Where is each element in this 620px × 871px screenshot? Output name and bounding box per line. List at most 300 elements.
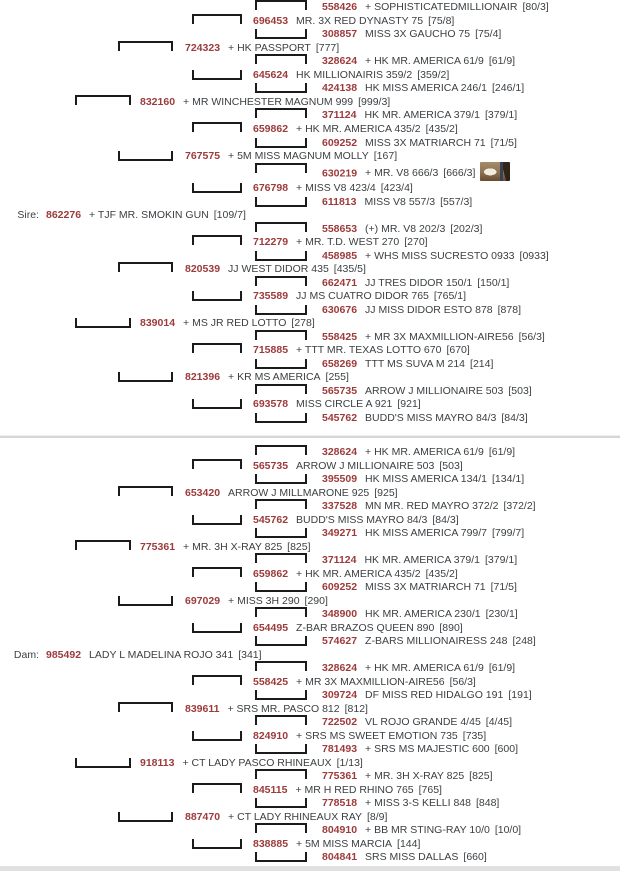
- herd-number: [109/7]: [213, 209, 246, 221]
- pedigree-row: [322, 473, 524, 485]
- pedigree-connector-bracket: [255, 769, 307, 779]
- animal-name: + CT LADY RHINEAUX RAY: [228, 810, 362, 823]
- registration-number-link[interactable]: 545762: [253, 513, 289, 526]
- pedigree-connector-bracket: [118, 262, 173, 272]
- herd-number: [379/1]: [485, 554, 518, 566]
- registration-number-link[interactable]: 887470: [185, 810, 221, 823]
- registration-number-link[interactable]: 862276: [46, 209, 82, 221]
- pedigree-row: [185, 371, 349, 383]
- animal-name: + CT LADY PASCO RHINEAUX: [182, 756, 332, 769]
- registration-number-link[interactable]: 308857: [322, 28, 358, 41]
- pedigree-connector-bracket: [118, 486, 173, 496]
- pedigree-row: [253, 290, 466, 302]
- herd-number: [359/2]: [417, 68, 450, 81]
- registration-number-link[interactable]: 558425: [322, 330, 358, 343]
- pedigree-connector-bracket: [255, 29, 307, 39]
- herd-number: [765]: [418, 783, 442, 796]
- pedigree-row: [322, 277, 509, 289]
- animal-name: + MR. V8 666/3: [365, 166, 439, 179]
- registration-number-link[interactable]: 565735: [253, 459, 289, 472]
- animal-name: MR. 3X RED DYNASTY 75: [296, 14, 424, 27]
- animal-name: ARROW J MILLIONAIRE 503: [365, 384, 504, 397]
- pedigree-connector-bracket: [75, 318, 131, 328]
- herd-number: [878]: [497, 303, 521, 316]
- herd-number: [278]: [291, 317, 315, 329]
- registration-number-link[interactable]: 371124: [322, 554, 357, 566]
- pedigree-row: [17, 209, 246, 221]
- animal-name: + BB MR STING-RAY 10/0: [365, 824, 490, 836]
- herd-number: [423/4]: [380, 182, 413, 194]
- pedigree-row: [253, 730, 486, 742]
- pedigree-row: [253, 69, 449, 81]
- herd-number: [435/2]: [425, 122, 458, 135]
- herd-number: [80/3]: [522, 1, 549, 13]
- herd-number: [214]: [470, 357, 494, 370]
- herd-number: [799/7]: [492, 527, 525, 539]
- animal-name: + SRS MS SWEET EMOTION 735: [296, 729, 458, 742]
- animal-name: JJ MISS DIDOR ESTO 878: [365, 303, 493, 316]
- pedigree-connector-bracket: [255, 83, 307, 93]
- pedigree-row: [322, 635, 536, 647]
- animal-name: + SOPHISTICATEDMILLIONAIR: [365, 1, 518, 13]
- pedigree-connector-bracket: [255, 413, 307, 423]
- pedigree-connector-bracket: [255, 384, 307, 394]
- registration-number-link[interactable]: 767575: [185, 150, 221, 163]
- animal-name: VL ROJO GRANDE 4/45: [365, 716, 481, 728]
- pedigree-row: [322, 196, 472, 208]
- animal-name: HK MR. AMERICA 379/1: [364, 109, 481, 122]
- pedigree-row: [253, 568, 458, 580]
- herd-number: [812]: [344, 702, 368, 715]
- registration-number-link[interactable]: 558426: [322, 1, 358, 13]
- pedigree-connector-bracket: [192, 623, 242, 633]
- animal-name: + MR. 3H X-RAY 825: [183, 540, 283, 553]
- registration-number-link[interactable]: 712279: [253, 236, 289, 248]
- herd-number: [777]: [315, 41, 340, 54]
- pedigree-connector-bracket: [255, 607, 307, 617]
- pedigree-connector-bracket: [255, 582, 307, 592]
- herd-number: [999/3]: [358, 95, 391, 108]
- animal-name: + SRS MR. PASCO 812: [227, 702, 340, 715]
- registration-number-link[interactable]: 574627: [322, 635, 358, 647]
- herd-number: [61/9]: [488, 662, 516, 674]
- pedigree-connector-bracket: [255, 330, 307, 340]
- pedigree-connector-bracket: [255, 690, 307, 700]
- herd-number: [8/9]: [366, 810, 388, 823]
- animal-name: + HK MR. AMERICA 61/9: [365, 55, 484, 68]
- registration-number-link[interactable]: 832160: [140, 95, 176, 108]
- pedigree-connector-bracket: [255, 553, 307, 563]
- registration-number-link[interactable]: 820539: [185, 263, 221, 275]
- registration-number-link[interactable]: 630219: [322, 166, 358, 179]
- pedigree-connector-bracket: [255, 661, 307, 671]
- pedigree-row: [253, 514, 459, 526]
- pedigree-row: [322, 55, 515, 67]
- registration-number-link[interactable]: 309724: [322, 689, 358, 701]
- registration-number-link[interactable]: 659862: [253, 122, 289, 135]
- pedigree-row: [185, 595, 328, 607]
- registration-number-link[interactable]: 348900: [322, 608, 358, 620]
- animal-name: + WHS MISS SUCRESTO 0933: [365, 249, 515, 262]
- animal-name: SRS MISS DALLAS: [365, 851, 459, 863]
- registration-number-link[interactable]: 653420: [185, 486, 221, 499]
- animal-name: MISS V8 557/3: [364, 195, 436, 208]
- registration-number-link[interactable]: 349271: [322, 527, 358, 539]
- herd-number: [765/1]: [433, 290, 466, 302]
- registration-number-link[interactable]: 696453: [253, 14, 289, 27]
- pedigree-row: [185, 811, 387, 823]
- pedigree-row: [322, 331, 545, 343]
- pedigree-row: [253, 622, 463, 634]
- animal-name: HK MISS AMERICA 134/1: [365, 473, 488, 485]
- pedigree-row: [253, 123, 458, 135]
- cattle-photo-thumbnail[interactable]: [480, 162, 510, 181]
- pedigree-row: [253, 236, 428, 248]
- pedigree-row: [185, 42, 339, 54]
- herd-number: [246/1]: [492, 82, 525, 95]
- herd-number: [379/1]: [485, 109, 518, 122]
- registration-number-link[interactable]: 918113: [140, 756, 175, 769]
- pedigree-connector-bracket: [255, 499, 307, 509]
- pedigree-row: [253, 182, 413, 194]
- herd-number: [341]: [238, 648, 262, 661]
- registration-number-link[interactable]: 985492: [46, 648, 82, 661]
- animal-name: + MR 3X MAXMILLION-AIRE56: [296, 675, 445, 688]
- registration-number-link[interactable]: 565735: [322, 384, 358, 397]
- pedigree-connector-bracket: [255, 474, 307, 484]
- registration-number-link[interactable]: 722502: [322, 716, 358, 728]
- herd-number: [134/1]: [492, 473, 525, 485]
- registration-number-link[interactable]: 371124: [322, 109, 357, 122]
- herd-number: [10/0]: [494, 824, 522, 836]
- animal-name: + HK MR. AMERICA 61/9: [365, 446, 484, 458]
- animal-name: HK MR. AMERICA 379/1: [364, 554, 481, 566]
- pedigree-connector-bracket: [192, 567, 242, 577]
- pedigree-row: [253, 398, 421, 410]
- pedigree-row: [322, 250, 549, 262]
- registration-number-link[interactable]: 609252: [322, 136, 358, 149]
- registration-number-link[interactable]: 337528: [322, 500, 358, 512]
- animal-name: MISS 3X MATRIARCH 71: [365, 581, 486, 593]
- animal-name: + HK MR. AMERICA 435/2: [296, 567, 421, 580]
- animal-name: ARROW J MILLIONAIRE 503: [296, 459, 435, 472]
- registration-number-link[interactable]: 693578: [253, 398, 289, 410]
- pedigree-connector-bracket: [118, 812, 173, 822]
- animal-name: JJ TRES DIDOR 150/1: [365, 276, 473, 289]
- registration-number-link[interactable]: 778518: [322, 797, 358, 809]
- pedigree-connector-bracket: [118, 702, 173, 712]
- pedigree-connector-bracket: [118, 596, 173, 606]
- herd-number: [71/5]: [490, 136, 517, 149]
- pedigree-row: [322, 527, 524, 539]
- animal-name: + HK PASSPORT: [228, 41, 311, 54]
- pedigree-row: [322, 851, 487, 863]
- pedigree-row: [140, 96, 390, 108]
- animal-name: + KR MS AMERICA: [228, 371, 321, 383]
- animal-name: HK MISS AMERICA 799/7: [365, 527, 488, 539]
- herd-number: [84/3]: [432, 513, 459, 526]
- herd-number: [61/9]: [488, 446, 516, 458]
- pedigree-connector-bracket: [192, 515, 242, 525]
- animal-name: JJ MS CUATRO DIDOR 765: [296, 290, 429, 302]
- registration-number-link[interactable]: 839014: [140, 317, 176, 329]
- registration-number-link[interactable]: 611813: [322, 195, 357, 208]
- herd-number: [825]: [469, 770, 493, 782]
- animal-name: + HK MR. AMERICA 435/2: [296, 122, 421, 135]
- herd-number: [825]: [287, 540, 311, 553]
- sire-label: Sire:: [17, 209, 39, 221]
- herd-number: [557/3]: [440, 195, 473, 208]
- registration-number-link[interactable]: 545762: [322, 411, 358, 424]
- animal-name: + MS JR RED LOTTO: [183, 317, 287, 329]
- herd-number: [4/45]: [485, 716, 513, 728]
- herd-number: [290]: [304, 594, 328, 607]
- registration-number-link[interactable]: 328624: [322, 662, 358, 674]
- herd-number: [372/2]: [503, 500, 536, 512]
- animal-name: BUDD'S MISS MAYRO 84/3: [296, 513, 428, 526]
- herd-number: [84/3]: [501, 411, 528, 424]
- pedigree-connector-bracket: [192, 459, 242, 469]
- pedigree-row: [322, 109, 517, 121]
- animal-name: + SRS MS MAJESTIC 600: [365, 743, 490, 755]
- animal-name: + MISS V8 423/4: [296, 182, 376, 194]
- pedigree-connector-bracket: [192, 122, 242, 132]
- pedigree-row: [322, 358, 493, 370]
- animal-name: DF MISS RED HIDALGO 191: [365, 689, 504, 701]
- herd-number: [230/1]: [485, 608, 518, 620]
- registration-number-link[interactable]: 838885: [253, 837, 289, 850]
- registration-number-link[interactable]: 775361: [322, 770, 358, 782]
- registration-number-link[interactable]: 781493: [322, 743, 358, 755]
- pedigree-connector-bracket: [255, 359, 307, 369]
- pedigree-connector-bracket: [255, 744, 307, 754]
- registration-number-link[interactable]: 424138: [322, 82, 358, 95]
- pedigree-row: [322, 164, 510, 179]
- pedigree-row: [13, 648, 262, 661]
- herd-number: [503]: [439, 459, 463, 472]
- registration-number-link[interactable]: 804841: [322, 851, 358, 863]
- registration-number-link[interactable]: 395509: [322, 473, 358, 485]
- herd-number: [270]: [404, 236, 428, 248]
- pedigree-connector-bracket: [75, 95, 131, 105]
- bottom-edge-strip: [0, 866, 620, 871]
- pedigree-row: [253, 676, 476, 688]
- herd-number: [435/5]: [333, 263, 366, 275]
- pedigree-row: [322, 689, 532, 701]
- pedigree-row: [253, 838, 420, 850]
- pedigree-connector-bracket: [255, 138, 307, 148]
- pedigree-connector-bracket: [255, 54, 307, 64]
- animal-name: HK MILLIONAIRIS 359/2: [296, 68, 413, 81]
- pedigree-connector-bracket: [192, 183, 242, 193]
- animal-name: JJ WEST DIDOR 435: [228, 263, 329, 275]
- animal-name: Z-BARS MILLIONAIRESS 248: [365, 635, 508, 647]
- herd-number: [75/8]: [428, 14, 455, 27]
- herd-number: [61/9]: [488, 55, 516, 68]
- animal-name: + HK MR. AMERICA 61/9: [365, 662, 484, 674]
- animal-name: + 5M MISS MARCIA: [296, 837, 393, 850]
- herd-number: [503]: [508, 384, 532, 397]
- registration-number-link[interactable]: 662471: [322, 276, 358, 289]
- animal-name: + TTT MR. TEXAS LOTTO 670: [296, 344, 442, 356]
- pedigree-connector-bracket: [192, 399, 242, 409]
- registration-number-link[interactable]: 824910: [253, 729, 289, 742]
- animal-name: MN MR. RED MAYRO 372/2: [365, 500, 499, 512]
- pedigree-connector-bracket: [75, 758, 131, 768]
- registration-number-link[interactable]: 558425: [253, 675, 289, 688]
- pedigree-connector-bracket: [192, 783, 242, 793]
- registration-number-link[interactable]: 697029: [185, 594, 221, 607]
- registration-number-link[interactable]: 715885: [253, 344, 289, 356]
- herd-number: [0933]: [519, 249, 549, 262]
- herd-number: [921]: [397, 398, 421, 410]
- pedigree-connector-bracket: [255, 798, 307, 808]
- pedigree-row: [322, 743, 518, 755]
- pedigree-connector-bracket: [118, 151, 173, 161]
- pedigree-connector-bracket: [255, 445, 307, 455]
- pedigree-connector-bracket: [255, 305, 307, 315]
- pedigree-connector-bracket: [255, 715, 307, 725]
- pedigree-row: [322, 554, 517, 566]
- pedigree-row: [322, 28, 501, 40]
- pedigree-connector-bracket: [255, 222, 307, 232]
- animal-name: + TJF MR. SMOKIN GUN: [89, 209, 209, 221]
- herd-number: [600]: [494, 743, 518, 755]
- pedigree-row: [185, 150, 397, 162]
- animal-name: BUDD'S MISS MAYRO 84/3: [365, 411, 497, 424]
- pedigree-row: [322, 304, 521, 316]
- animal-name: ARROW J MILLMARONE 925: [228, 486, 370, 499]
- pedigree-row: [185, 487, 398, 499]
- animal-name: + MISS 3H 290: [228, 594, 300, 607]
- pedigree-row: [253, 15, 454, 27]
- animal-name: (+) MR. V8 202/3: [365, 222, 446, 235]
- pedigree-connector-bracket: [192, 291, 242, 301]
- animal-name: TTT MS SUVA M 214: [365, 357, 466, 370]
- pedigree-row: [322, 824, 521, 836]
- registration-number-link[interactable]: 458985: [322, 249, 358, 262]
- herd-number: [435/2]: [425, 567, 458, 580]
- pedigree-row: [322, 770, 493, 782]
- herd-number: [150/1]: [477, 276, 510, 289]
- pedigree-connector-bracket: [75, 540, 131, 550]
- pedigree-row: [185, 263, 366, 275]
- pedigree-connector-bracket: [255, 276, 307, 286]
- herd-number: [202/3]: [450, 222, 483, 235]
- registration-number-link[interactable]: 775361: [140, 540, 176, 553]
- herd-number: [191]: [508, 689, 532, 701]
- registration-number-link[interactable]: 659862: [253, 567, 289, 580]
- pedigree-row: [322, 137, 517, 149]
- pedigree-connector-bracket: [255, 0, 307, 10]
- pedigree-connector-bracket: [255, 197, 307, 207]
- pedigree-row: [253, 784, 442, 796]
- pedigree-row: [253, 344, 470, 356]
- pedigree-row: [253, 460, 463, 472]
- herd-number: [735]: [462, 729, 487, 742]
- herd-number: [75/4]: [475, 28, 502, 41]
- registration-number-link[interactable]: 845115: [253, 783, 288, 796]
- herd-number: [71/5]: [490, 581, 517, 593]
- animal-name: Z-BAR BRAZOS QUEEN 890: [296, 621, 435, 634]
- registration-number-link[interactable]: 804910: [322, 824, 358, 836]
- herd-number: [890]: [439, 621, 463, 634]
- herd-number: [56/3]: [449, 675, 476, 688]
- registration-number-link[interactable]: 630676: [322, 303, 358, 316]
- registration-number-link[interactable]: 735589: [253, 290, 289, 302]
- animal-name: MISS 3X MATRIARCH 71: [365, 136, 486, 149]
- animal-name: + MISS 3-S KELLI 848: [365, 797, 471, 809]
- pedigree-row: [140, 757, 363, 769]
- herd-number: [255]: [325, 371, 349, 383]
- registration-number-link[interactable]: 654495: [253, 621, 289, 634]
- registration-number-link[interactable]: 645624: [253, 68, 289, 81]
- pedigree-row: [185, 703, 368, 715]
- dam-label: Dam:: [13, 648, 39, 661]
- registration-number-link[interactable]: 328624: [322, 55, 358, 68]
- animal-name: HK MISS AMERICA 246/1: [365, 82, 488, 95]
- registration-number-link[interactable]: 558653: [322, 222, 358, 235]
- pedigree-connector-bracket: [118, 41, 173, 51]
- pedigree-connector-bracket: [192, 14, 242, 24]
- pedigree-row: [322, 662, 515, 674]
- registration-number-link[interactable]: 839611: [185, 702, 220, 715]
- animal-name: + MR 3X MAXMILLION-AIRE56: [365, 330, 514, 343]
- herd-number: [167]: [373, 150, 398, 163]
- herd-number: [248]: [512, 635, 536, 647]
- pedigree-row: [322, 385, 532, 397]
- animal-name: + MR H RED RHINO 765: [295, 783, 414, 796]
- pedigree-connector-bracket: [192, 70, 242, 80]
- animal-name: + MR WINCHESTER MAGNUM 999: [183, 95, 354, 108]
- pedigree-row: [322, 797, 499, 809]
- pedigree-connector-bracket: [255, 636, 307, 646]
- animal-name: MISS 3X GAUCHO 75: [365, 28, 471, 41]
- pedigree-connector-bracket: [255, 852, 307, 862]
- section-divider: [0, 436, 620, 438]
- pedigree-connector-bracket: [192, 343, 242, 353]
- pedigree-row: [322, 716, 512, 728]
- pedigree-connector-bracket: [192, 675, 242, 685]
- pedigree-connector-bracket: [255, 163, 307, 173]
- herd-number: [660]: [463, 851, 487, 863]
- herd-number: [56/3]: [518, 330, 545, 343]
- pedigree-row: [322, 581, 517, 593]
- pedigree-connector-bracket: [118, 372, 173, 382]
- pedigree-row: [322, 223, 482, 235]
- registration-number-link[interactable]: 328624: [322, 446, 358, 458]
- pedigree-row: [322, 446, 515, 458]
- pedigree-row: [140, 317, 315, 329]
- herd-number: [670]: [446, 344, 470, 356]
- animal-name: MISS CIRCLE A 921: [296, 398, 393, 410]
- animal-name: + 5M MISS MAGNUM MOLLY: [228, 150, 369, 163]
- registration-number-link[interactable]: 724323: [185, 41, 221, 54]
- pedigree-connector-bracket: [192, 235, 242, 245]
- registration-number-link[interactable]: 609252: [322, 581, 358, 593]
- pedigree-connector-bracket: [255, 823, 307, 833]
- pedigree-connector-bracket: [192, 731, 242, 741]
- registration-number-link[interactable]: 821396: [185, 371, 221, 383]
- pedigree-connector-bracket: [255, 251, 307, 261]
- pedigree-row: [322, 500, 536, 512]
- herd-number: [1/13]: [336, 756, 363, 769]
- registration-number-link[interactable]: 658269: [322, 357, 358, 370]
- registration-number-link[interactable]: 676798: [253, 182, 289, 194]
- herd-number: [666/3]: [443, 166, 476, 179]
- pedigree-row: [322, 82, 524, 94]
- pedigree-connector-bracket: [255, 108, 307, 118]
